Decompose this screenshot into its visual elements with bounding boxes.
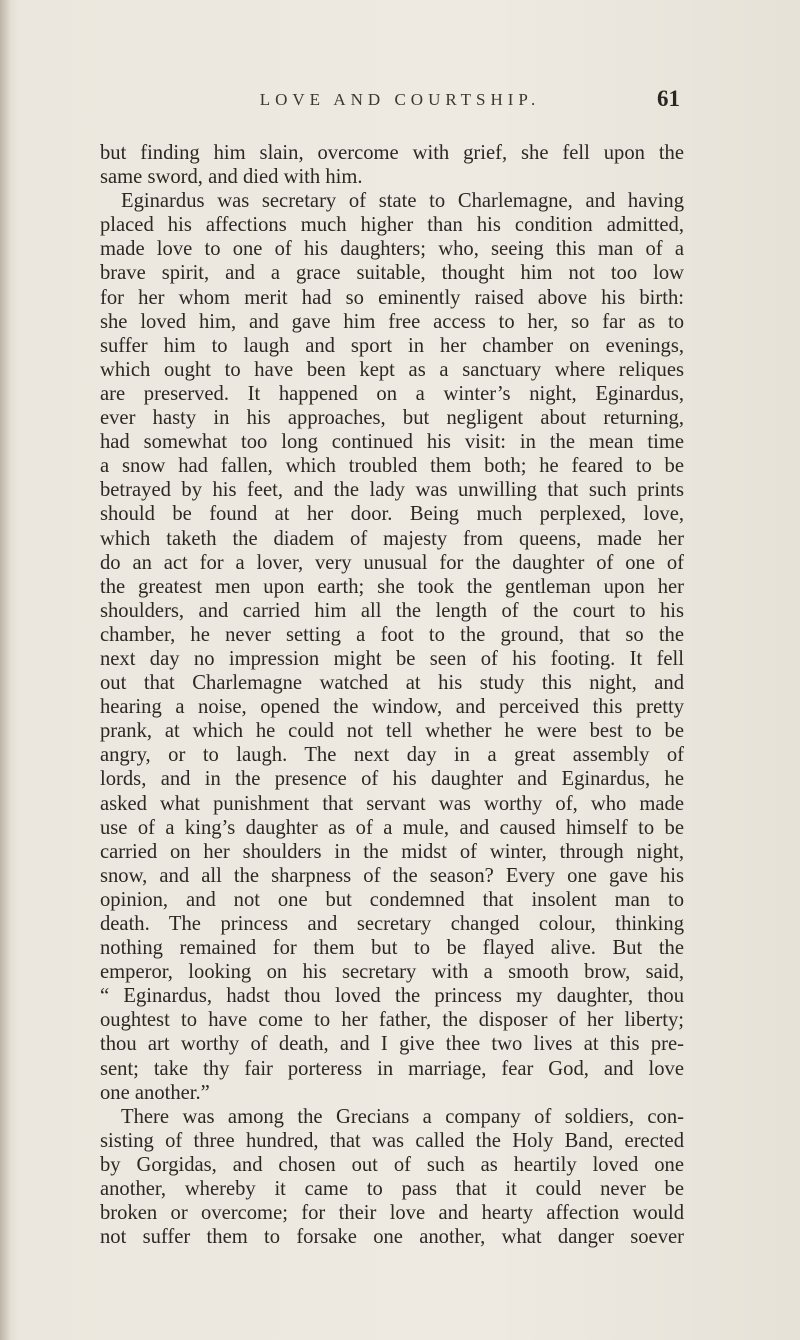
text-line: hearing a noise, opened the window, and perceived this pretty <box>100 696 684 719</box>
text-line: opinion, and not one but condemned that insolent man to <box>100 888 684 911</box>
text-line: not suffer them to forsake one another, what danger soever <box>100 1226 684 1249</box>
text-line: “ Eginardus, hadst thou loved the princess my daughter, thou <box>100 985 684 1008</box>
text-line: but finding him slain, overcome with grief, she fell upon the <box>100 142 684 164</box>
text-line: angry, or to laugh. The next day in a great assembly of <box>100 744 684 767</box>
text-line: same sword, and died with him. <box>100 166 363 189</box>
text-line: had somewhat too long continued his visit: in the mean time <box>100 431 684 454</box>
text-line: emperor, looking on his secretary with a smooth brow, said, <box>100 961 684 984</box>
text-line: out that Charlemagne watched at his study this night, and <box>100 672 684 695</box>
text-line: sent; take thy fair porteress in marriage, fear God, and love <box>100 1057 684 1080</box>
text-line: shoulders, and carried him all the length of the court to his <box>100 599 684 622</box>
text-line: by Gorgidas, and chosen out of such as heartily loved one <box>100 1153 684 1176</box>
text-line: one another.” <box>100 1081 210 1104</box>
text-line: do an act for a lover, very unusual for the daughter of one of <box>100 551 684 574</box>
text-line: chamber, he never setting a foot to the ground, that so the <box>100 623 684 646</box>
text-line: snow, and all the sharpness of the season? Every one gave his <box>100 864 684 887</box>
text-line: placed his affections much higher than his condition admitted, <box>100 214 684 237</box>
text-line: the greatest men upon earth; she took the gentleman upon her <box>100 575 684 598</box>
page-header <box>100 86 680 118</box>
body-text <box>100 141 684 1249</box>
text-line: are preserved. It happened on a winter’s night, Eginardus, <box>100 382 684 405</box>
text-line: sisting of three hundred, that was called the Holy Band, erected <box>100 1129 684 1152</box>
text-line: a snow had fallen, which troubled them both; he feared to be <box>100 455 684 478</box>
text-line: which ought to have been kept as a sanctuary where reliques <box>100 358 684 381</box>
text-line: suffer him to laugh and sport in her chamber on evenings, <box>100 334 684 357</box>
running-head: LOVE AND COURTSHIP. <box>259 90 541 109</box>
text-line: she loved him, and gave him free access to her, so far as to <box>100 310 684 333</box>
text-line: prank, at which he could not tell whether he were best to be <box>100 720 684 743</box>
text-line: ever hasty in his approaches, but negligent about returning, <box>100 407 684 430</box>
text-line: nothing remained for them but to be flayed alive. But the <box>100 937 684 960</box>
page-number: 61 <box>657 86 680 111</box>
text-line: brave spirit, and a grace suitable, thought him not too low <box>100 262 684 285</box>
text-line: next day no impression might be seen of his footing. It fell <box>100 647 684 670</box>
page-spine-shadow <box>0 0 10 1340</box>
text-line: betrayed by his feet, and the lady was unwilling that such prints <box>100 479 684 502</box>
text-line: for her whom merit had so eminently raised above his birth: <box>100 286 684 309</box>
text-line: another, whereby it came to pass that it could never be <box>100 1178 684 1201</box>
text-line: made love to one of his daughters; who, seeing this man of a <box>100 238 684 261</box>
text-line: oughtest to have come to her father, the disposer of her liberty; <box>100 1009 684 1032</box>
text-line: use of a king’s daughter as of a mule, and caused himself to be <box>100 816 684 839</box>
text-line: which taketh the diadem of majesty from queens, made her <box>100 527 684 550</box>
text-line: Eginardus was secretary of state to Charlemagne, and having <box>121 190 684 213</box>
text-line: broken or overcome; for their love and hearty affection would <box>100 1202 684 1225</box>
text-line: asked what punishment that servant was worthy of, who made <box>100 792 684 815</box>
text-line: carried on her shoulders in the midst of winter, through night, <box>100 840 684 863</box>
text-line: death. The princess and secretary changed colour, thinking <box>100 913 684 935</box>
text-line: should be found at her door. Being much perplexed, love, <box>100 503 684 526</box>
text-line: There was among the Grecians a company of soldiers, con- <box>121 1105 684 1128</box>
text-line: thou art worthy of death, and I give thee two lives at this pre- <box>100 1033 684 1056</box>
text-line: lords, and in the presence of his daughter and Eginardus, he <box>100 768 684 791</box>
